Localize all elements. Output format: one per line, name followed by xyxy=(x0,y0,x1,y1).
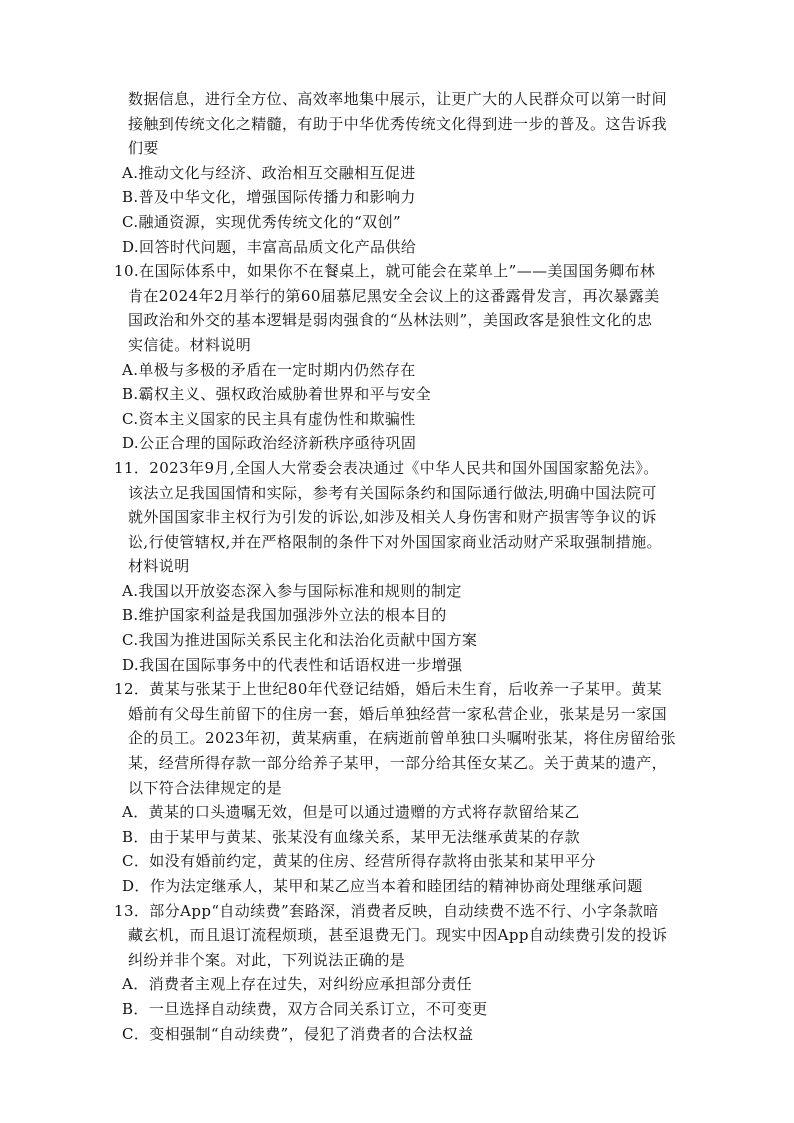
question-stem-line: 讼,行使管辖权,并在严格限制的条件下对外国国家商业活动财产采取强制措施。 xyxy=(128,532,662,551)
question-stem-line: 数据信息，进行全方位、高效率地集中展示，让更广大的人民群众可以第一时间 xyxy=(128,90,668,108)
option-d: D．作为法定继承人，某甲和某乙应当本着和睦团结的精神协商处理继承问题 xyxy=(122,877,643,895)
question-stem-text: 2023年9月,全国人大常委会表决通过《中华人民共和国外国国家豁免法》。 xyxy=(149,458,659,477)
option-c: C．变相强制“自动续费”，侵犯了消费者的合法权益 xyxy=(122,1024,474,1043)
question-stem-line: 材料说明 xyxy=(128,557,190,576)
question-11 xyxy=(0,456,794,677)
option-b: B.维护国家利益是我国加强涉外立法的根本目的 xyxy=(122,606,447,625)
question-stem-line: 实信徒。材料说明 xyxy=(128,335,252,354)
option-d: D.公正合理的国际政治经济新秩序亟待巩固 xyxy=(122,434,417,453)
question-stem-line: 国政治和外交的基本逻辑是弱肉强食的“丛林法则”，美国政客是狼性文化的忠 xyxy=(128,311,653,330)
option-c: C．如没有婚前约定，黄某的住房、经营所得存款将由张某和某甲平分 xyxy=(122,852,596,871)
question-stem-line: 们要 xyxy=(128,139,159,158)
option-a: A.我国以开放姿态深入参与国际标准和规则的制定 xyxy=(122,581,462,600)
question-stem-text: 在国际体系中，如果你不在餐桌上，就可能会在菜单上”——美国国务卿布林 xyxy=(139,262,656,281)
question-number: 13． xyxy=(114,901,150,920)
option-c: C.融通资源，实现优秀传统文化的“双创” xyxy=(122,212,402,231)
option-b: B．由于某甲与黄某、张某没有血缘关系，某甲无法继承黄某的存款 xyxy=(122,827,581,846)
question-first-line xyxy=(0,456,794,481)
option-d: D.回答时代问题，丰富高品质文化产品供给 xyxy=(122,237,417,256)
option-b: B．一旦选择自动续费，双方合同关系订立，不可变更 xyxy=(122,999,488,1018)
question-number: 10. xyxy=(114,262,140,281)
exam-content xyxy=(0,87,794,1046)
question-first-line xyxy=(0,677,794,702)
question-stem-line: 纠纷并非个案。对此，下列说法正确的是 xyxy=(128,950,406,969)
question-stem-line: 以下符合法律规定的是 xyxy=(128,778,283,797)
question-first-line xyxy=(0,899,794,924)
question-stem-line: 肯在2024年2月举行的第60届慕尼黑安全会议上的这番露骨发言，再次暴露美 xyxy=(128,286,660,305)
question-stem-line: 藏玄机，而且退订流程烦琐，甚至退费无门。现实中因App自动续费引发的投诉 xyxy=(128,926,668,945)
question-stem-line: 某，经营所得存款一部分给养子某甲，一部分给其侄女某乙。关于黄某的遗产， xyxy=(128,754,668,773)
question-stem-line: 婚前有父母生前留下的住房一套，婚后单独经营一家私营企业，张某是另一家国 xyxy=(128,704,668,723)
question-number: 11． xyxy=(114,458,150,477)
option-d: D.我国在国际事务中的代表性和话语权进一步增强 xyxy=(122,655,463,674)
option-a: A．消费者主观上存在过失，对纠纷应承担部分责任 xyxy=(122,975,473,994)
question-10 xyxy=(0,259,794,456)
question-number: 12． xyxy=(114,680,150,699)
question-stem-line: 接触到传统文化之精髓，有助于中华优秀传统文化得到进一步的普及。这告诉我 xyxy=(128,114,668,133)
question-stem-line: 企的员工。2023年初，黄某病重，在病逝前曾单独口头嘱咐张某，将住房留给张 xyxy=(128,729,676,748)
option-c: C.资本主义国家的民主具有虚伪性和欺骗性 xyxy=(122,409,416,428)
question-stem-text: 部分App“自动续费”套路深，消费者反映，自动续费不选不行、小字条款暗 xyxy=(149,901,659,920)
question-stem-line: 该法立足我国国情和实际，参考有关国际条约和国际通行做法,明确中国法院可 xyxy=(128,483,657,502)
option-a: A.推动文化与经济、政治相互交融相互促进 xyxy=(122,163,416,182)
option-b: B.普及中华文化，增强国际传播力和影响力 xyxy=(122,188,416,207)
question-12 xyxy=(0,677,794,898)
option-a: A．黄某的口头遗嘱无效，但是可以通过遗赠的方式将存款留给某乙 xyxy=(122,803,580,822)
option-a: A.单极与多极的矛盾在一定时期内仍然存在 xyxy=(122,360,416,379)
question-stem-text: 黄某与张某于上世纪80年代登记结婚，婚后未生育，后收养一子某甲。黄某 xyxy=(149,680,662,699)
option-c: C.我国为推进国际关系民主化和法治化贡献中国方案 xyxy=(122,631,478,650)
option-b: B.霸权主义、强权政治威胁着世界和平与安全 xyxy=(122,385,432,404)
question-9 xyxy=(0,87,794,259)
question-13 xyxy=(0,899,794,1047)
question-stem-line: 就外国国家非主权行为引发的诉讼,如涉及相关人身伤害和财产损害等争议的诉 xyxy=(128,508,657,527)
question-first-line xyxy=(0,259,794,284)
